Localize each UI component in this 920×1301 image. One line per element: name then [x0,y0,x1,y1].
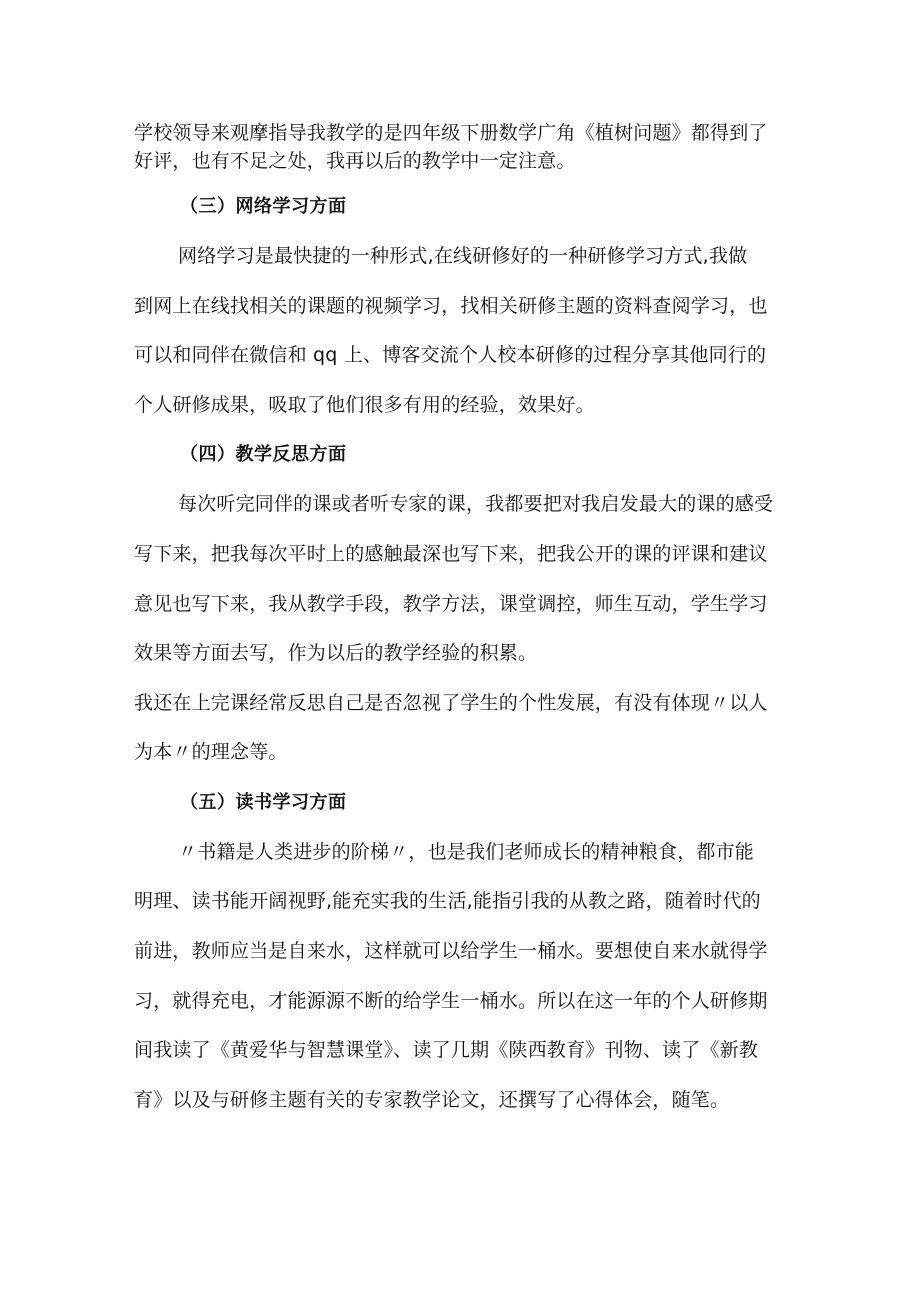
paragraph-line: 间我读了《黄爱华与智慧课堂》、读了几期《陕西教育》刊物、读了《新教 [134,1039,759,1061]
section-heading-teaching-reflection: （四）教学反思方面 [180,444,347,465]
paragraph-line: 意见也写下来，我从教学手段，教学方法，课堂调控，师生互动，学生学习 [134,593,768,615]
paragraph-line: 个人研修成果，吸取了他们很多有用的经验，效果好。 [134,394,595,416]
paragraph-line: 写下来，把我每次平时上的感触最深也写下来，把我公开的课的评课和建议 [134,543,768,565]
paragraph-line: 到网上在线找相关的课题的视频学习，找相关研修主题的资料查阅学习，也 [134,295,768,317]
paragraph-line: 效果等方面去写，作为以后的教学经验的积累。 [134,642,538,664]
section-heading-reading-learning: （五）读书学习方面 [180,792,347,813]
paragraph-line: 习，就得充电，才能源源不断的给学生一桶水。所以在这一年的个人研修期 [134,990,768,1012]
paragraph-line: 为本〃的理念等。 [134,741,288,763]
paragraph-line: 我还在上完课经常反思自己是否忽视了学生的个性发展，有没有体现〃以人 [134,692,768,714]
paragraph-line: 学校领导来观摩指导我教学的是四年级下册数学广角《植树问题》都得到了 [134,122,768,144]
paragraph-line: 〃书籍是人类进步的阶梯〃，也是我们老师成长的精神粮食，都市能 [178,841,755,863]
section-heading-network-learning: （三）网络学习方面 [180,196,347,217]
paragraph-line: 好评，也有不足之处，我再以后的教学中一定注意。 [134,150,576,172]
paragraph-line: 明理、读书能开阔视野,能充实我的生活,能指引我的从教之路，随着时代的 [134,890,761,912]
paragraph-line: 前进，教师应当是自来水，这样就可以给学生一桶水。要想使自来水就得学 [134,940,768,962]
paragraph-line: 可以和同伴在微信和 qq 上、博客交流个人校本研修的过程分享其他同行的 [134,344,767,366]
paragraph-line: 每次听完同伴的课或者听专家的课，我都要把对我启发最大的课的感受 [178,493,774,515]
paragraph-line: 育》以及与研修主题有关的专家教学论文，还撰写了心得体会，随笔。 [134,1089,730,1111]
paragraph-line: 网络学习是最快捷的一种形式,在线研修好的一种研修学习方式,我做 [178,245,748,267]
